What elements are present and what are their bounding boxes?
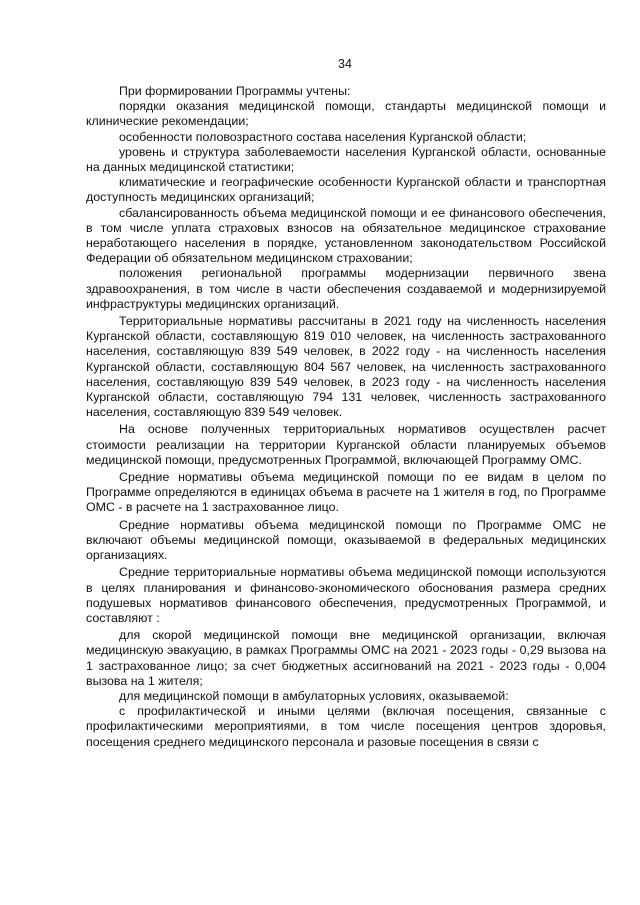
paragraph: При формировании Программы учтены: bbox=[119, 84, 351, 98]
paragraph: порядки оказания медицинской помощи, стандарты медицинской помощи и клинические рекомендации; bbox=[86, 99, 606, 129]
paragraph: для скорой медицинской помощи вне медицинской организации, включая медицинскую эвакуацию, в рамках Программы ОМС на 2021 - 2023 годы - 0,29 вызова на 1 застрахованное лицо; за счет бюджетных ассигнований на 2021 - 2023 годы - 0,004 вызова на 1 жителя; bbox=[86, 628, 606, 688]
paragraph: Территориальные нормативы рассчитаны в 2021 году на численность населения Курганской области, составляющую 819 010 человек, на численность застрахованного населения, составляющую 839 549 человек, в 2022 году - на численность населения Курганской области, составляющую 804 567 человек, на численность застрахованного населения, составляющую 839 549 человек, в 2023 году - на численность населения Курганской области, составляющую 794 131 человек, численность застрахованного населения, составляющую 839 549 человек. bbox=[86, 314, 606, 420]
document-body bbox=[86, 84, 606, 750]
paragraph: особенности половозрастного состава населения Курганской области; bbox=[119, 129, 527, 144]
paragraph: Средние нормативы объема медицинской помощи по ее видам в целом по Программе определяются в единицах объема в расчете на 1 жителя в год, по Программе ОМС - в расчете на 1 застрахованное лицо. bbox=[86, 470, 606, 515]
paragraph: Средние нормативы объема медицинской помощи по Программе ОМС не включают объемы медицинской помощи, оказываемой в федеральных медицинских организациях. bbox=[86, 517, 606, 563]
paragraph: для медицинской помощи в амбулаторных условиях, оказываемой: bbox=[119, 688, 509, 703]
paragraph: уровень и структура заболеваемости населения Курганской области, основанные на данных медицинской статистики; bbox=[86, 144, 606, 175]
paragraph: климатические и географические особенности Курганской области и транспортная доступность медицинских организаций; bbox=[86, 175, 606, 205]
paragraph: с профилактической и иными целями (включая посещения, связанные с профилактическими мероприятиями, в том числе посещения центров здоровья, посещения среднего медицинского персонала и разовые посещения в связи с bbox=[86, 704, 606, 749]
paragraph: На основе полученных территориальных нормативов осуществлен расчет стоимости реализации на территории Курганской области планируемых объемов медицинской помощи, предусмотренных Программой, включающей Программу ОМС. bbox=[86, 422, 606, 467]
page-number: 34 bbox=[338, 57, 352, 71]
paragraph: положения региональной программы модернизации первичного звена здравоохранения, в том числе в части обеспечения создаваемой и модернизируемой инфраструктуры медицинских организаций. bbox=[86, 266, 606, 311]
paragraph: сбалансированность объема медицинской помощи и ее финансового обеспечения, в том числе уплата страховых взносов на обязательное медицинское страхование неработающего населения в порядке, установленном законодательством Российской Федерации об обязательном медицинском страховании; bbox=[86, 205, 606, 266]
paragraph: Средние территориальные нормативы объема медицинской помощи используются в целях планирования и финансово-экономического обоснования размера средних подушевых нормативов финансового обеспечения, предусмотренных Программой, и составляют : bbox=[86, 565, 606, 625]
